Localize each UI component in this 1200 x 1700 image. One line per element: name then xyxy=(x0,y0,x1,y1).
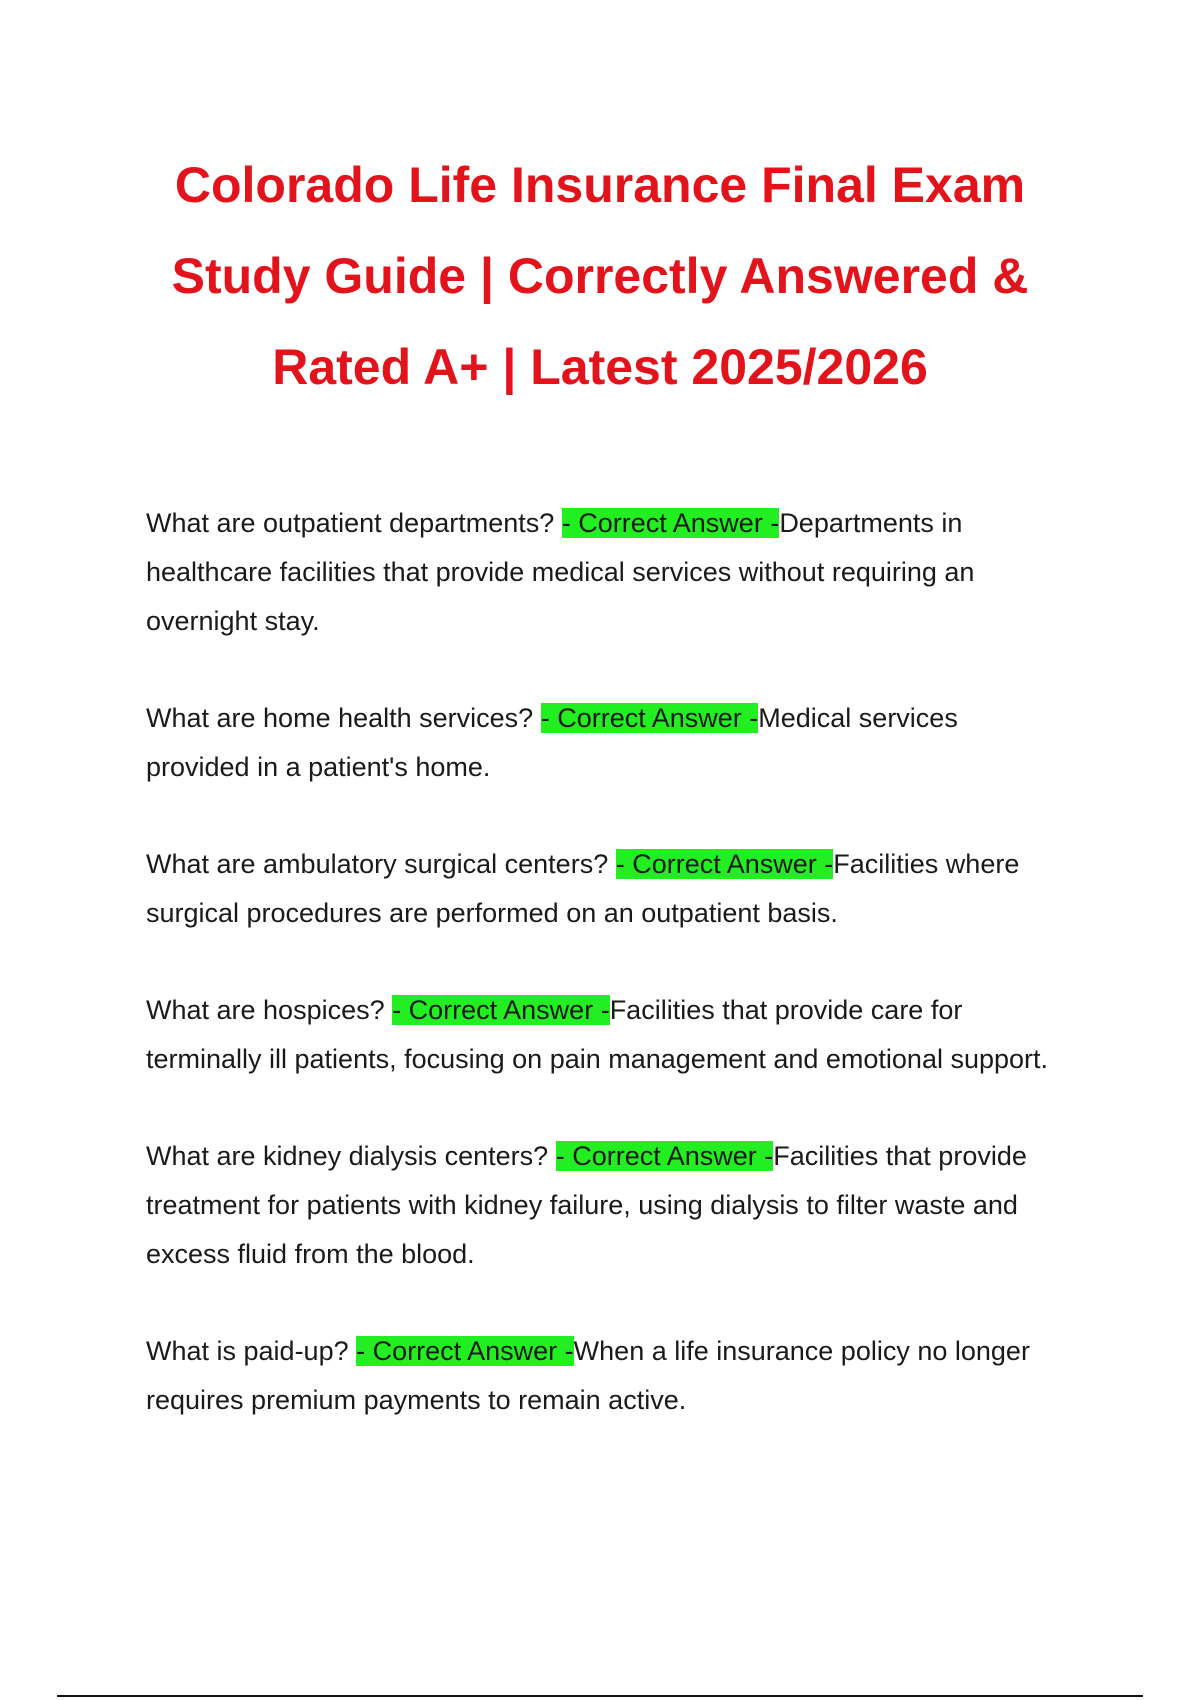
qa-item xyxy=(146,499,1051,646)
answer-text: Facilities that provide treatment for patients with kidney failure, using dialysis to filter waste and excess fluid from the blood. xyxy=(146,1141,1027,1269)
question-text: What are hospices? xyxy=(146,995,385,1025)
correct-answer-marker: - Correct Answer - xyxy=(561,508,780,538)
correct-answer-marker: - Correct Answer - xyxy=(540,703,759,733)
qa-list xyxy=(146,499,1051,1425)
qa-item xyxy=(146,1132,1051,1279)
qa-item xyxy=(146,840,1051,938)
footer-rule xyxy=(57,1695,1143,1697)
qa-item xyxy=(146,986,1051,1084)
qa-item xyxy=(146,1327,1051,1425)
answer-text: Medical services provided in a patient's home. xyxy=(146,703,958,782)
question-text: What are outpatient departments? xyxy=(146,508,555,538)
answer-text: Departments in healthcare facilities that provide medical services without requiring an overnight stay. xyxy=(146,508,975,636)
question-text: What are home health services? xyxy=(146,703,534,733)
qa-item xyxy=(146,694,1051,792)
correct-answer-marker: - Correct Answer - xyxy=(615,849,834,879)
answer-text: Facilities where surgical procedures are performed on an outpatient basis. xyxy=(146,849,1020,928)
correct-answer-marker: - Correct Answer - xyxy=(392,995,610,1025)
page-title: Colorado Life Insurance Final Exam Study Guide | Correctly Answered & Rated A+ | Latest 2025/2026 xyxy=(171,157,1029,395)
question-text: What are ambulatory surgical centers? xyxy=(146,849,609,879)
answer-text: When a life insurance policy no longer requires premium payments to remain active. xyxy=(146,1336,1030,1415)
correct-answer-marker: - Correct Answer - xyxy=(356,1336,574,1366)
question-text: What are kidney dialysis centers? xyxy=(146,1141,549,1171)
correct-answer-marker: - Correct Answer - xyxy=(555,1141,774,1171)
question-text: What is paid-up? xyxy=(146,1336,349,1366)
answer-text: Facilities that provide care for terminally ill patients, focusing on pain management and emotional support. xyxy=(146,995,1049,1074)
